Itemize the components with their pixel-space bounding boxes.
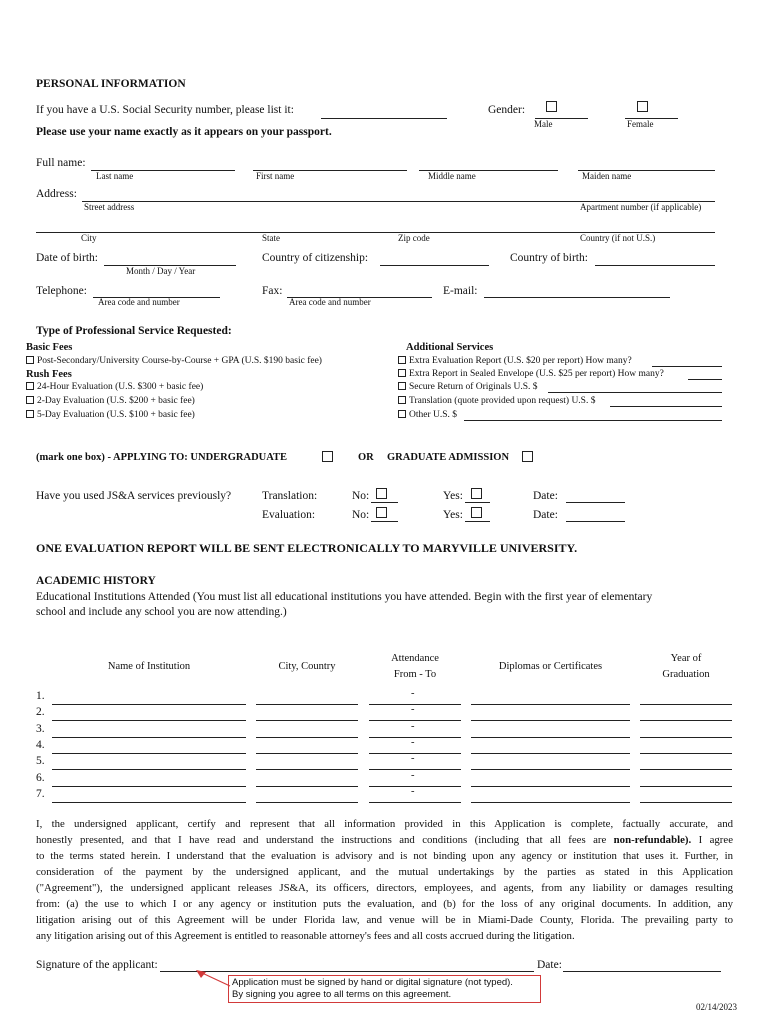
evaluation-label: Evaluation: <box>262 509 316 521</box>
institution-year-field[interactable] <box>640 786 732 787</box>
middle-name-caption: Middle name <box>428 171 476 181</box>
certify-line: consideration of the payment by the undersigned applicant, and the mutual undertakings by the parties as stated in this Application <box>36 866 733 878</box>
evaluation-no-checkbox[interactable] <box>376 507 387 518</box>
telephone-caption: Area code and number <box>98 297 180 307</box>
country-caption: Country (if not U.S.) <box>580 233 656 243</box>
institution-city-field[interactable] <box>256 769 358 770</box>
checkbox-icon <box>398 382 406 390</box>
institution-year-field[interactable] <box>640 720 732 721</box>
signature-note <box>228 975 541 1003</box>
translation-no-line <box>371 502 398 503</box>
certify-line: to the terms stated herein. I understand that the evaluation is advisory and is not binding upon any agency or institution that uses it. Further, in <box>36 850 733 862</box>
passport-note: Please use your name exactly as it appears on your passport. <box>36 126 332 138</box>
certify-line: ("Agreement"), the undersigned applicant releases JS&A, its officers, directors, employees, and agents, from any liability or damages resulting <box>36 882 733 894</box>
institution-year-field[interactable] <box>640 753 732 754</box>
translation-no-label: No: <box>352 490 370 502</box>
checkbox-icon <box>398 396 406 404</box>
col-attendance-header-2: From - To <box>393 669 437 680</box>
signature-note-line-1: Application must be signed by hand or digital signature (not typed). <box>232 977 513 988</box>
additional-secure-return[interactable]: Secure Return of Originals U.S. $ <box>398 382 538 392</box>
street-caption: Street address <box>84 202 135 212</box>
institution-name-field[interactable] <box>52 786 246 787</box>
applying-or: OR <box>358 452 374 463</box>
institution-year-field[interactable] <box>640 704 732 705</box>
evaluation-no-label: No: <box>352 509 370 521</box>
translation-yes-line <box>465 502 490 503</box>
certify-line: any litigation arising out of this Agreement is entitled to reasonable attorney's fees and all costs accrued during the litigation. <box>36 930 575 942</box>
non-refundable-text: non-refundable). <box>613 834 692 846</box>
certify-line: I, the undersigned applicant, certify and represent that all information provided in this Application is complete, factually accurate, and <box>36 818 733 830</box>
institution-diploma-field[interactable] <box>471 753 630 754</box>
institution-diploma-field[interactable] <box>471 720 630 721</box>
evaluation-date-label: Date: <box>533 509 558 521</box>
citizenship-field[interactable] <box>380 265 489 266</box>
institution-name-field[interactable] <box>52 802 246 803</box>
evaluation-yes-label: Yes: <box>443 509 463 521</box>
institution-city-field[interactable] <box>256 720 358 721</box>
row-number: 6. <box>36 771 45 784</box>
checkbox-icon <box>26 410 34 418</box>
checkbox-icon <box>398 356 406 364</box>
academic-heading: ACADEMIC HISTORY <box>36 575 156 587</box>
certify-line: from: (a) the use to which I or any agency or institution puts the evaluation, and (b) for the loss of any original documents. In addition, any <box>36 898 733 910</box>
rush-fees-heading: Rush Fees <box>26 369 72 380</box>
birth-country-field[interactable] <box>595 265 715 266</box>
institution-attendance-field[interactable] <box>369 720 461 721</box>
institution-attendance-field[interactable] <box>369 704 461 705</box>
translation-label: Translation: <box>262 490 318 502</box>
email-label: E-mail: <box>443 285 478 297</box>
signature-label: Signature of the applicant: <box>36 959 158 971</box>
col-attendance-header-1: Attendance <box>391 653 439 664</box>
male-checkbox[interactable] <box>546 101 557 112</box>
signature-date-field[interactable] <box>563 971 721 972</box>
institution-attendance-field[interactable] <box>369 786 461 787</box>
graduate-checkbox[interactable] <box>522 451 533 462</box>
attendance-dash: - <box>411 704 415 716</box>
pointer-arrow-icon <box>192 968 232 988</box>
dob-format: Month / Day / Year <box>126 266 196 276</box>
col-diploma-header: Diplomas or Certificates <box>498 661 603 672</box>
undergraduate-checkbox[interactable] <box>322 451 333 462</box>
footer-date: 02/14/2023 <box>696 1002 738 1012</box>
certify-text: honestly presented, and that I have read and understand the instructions and conditions (including that all fees are <box>36 834 614 846</box>
evaluation-yes-line <box>465 521 490 522</box>
institution-city-field[interactable] <box>256 737 358 738</box>
email-field[interactable] <box>484 297 670 298</box>
personal-heading: PERSONAL INFORMATION <box>36 78 186 90</box>
certify-text: I agree <box>691 834 733 846</box>
notice-text: ONE EVALUATION REPORT WILL BE SENT ELECTRONICALLY TO MARYVILLE UNIVERSITY. <box>36 541 578 555</box>
col-year-header-2: Graduation <box>662 669 710 680</box>
translation-yes-checkbox[interactable] <box>471 488 482 499</box>
institution-attendance-field[interactable] <box>369 769 461 770</box>
secure-return-field[interactable] <box>548 392 722 393</box>
institution-diploma-field[interactable] <box>471 704 630 705</box>
attendance-dash: - <box>411 785 415 797</box>
institution-diploma-field[interactable] <box>471 802 630 803</box>
institution-name-field[interactable] <box>52 737 246 738</box>
attendance-dash: - <box>411 769 415 781</box>
institution-diploma-field[interactable] <box>471 769 630 770</box>
additional-extra-report[interactable]: Extra Evaluation Report (U.S. $20 per report) How many? <box>398 356 632 366</box>
dob-label: Date of birth: <box>36 252 98 264</box>
citizenship-label: Country of citizenship: <box>262 252 369 264</box>
institution-name-field[interactable] <box>52 769 246 770</box>
row-number: 2. <box>36 706 45 719</box>
additional-translation[interactable]: Translation (quote provided upon request) U.S. $ <box>398 396 595 406</box>
ssn-field[interactable] <box>321 118 447 119</box>
services-heading: Type of Professional Service Requested: <box>36 325 232 337</box>
translation-date-field[interactable] <box>566 502 625 503</box>
row-number: 5. <box>36 755 45 768</box>
apartment-caption: Apartment number (if applicable) <box>580 202 702 212</box>
institution-name-field[interactable] <box>52 720 246 721</box>
institution-year-field[interactable] <box>640 737 732 738</box>
evaluation-date-field[interactable] <box>566 521 625 522</box>
other-field[interactable] <box>464 420 722 421</box>
telephone-label: Telephone: <box>36 285 87 297</box>
institution-diploma-field[interactable] <box>471 737 630 738</box>
checkbox-icon <box>398 369 406 377</box>
previous-question: Have you used JS&A services previously? <box>36 490 232 502</box>
certify-line <box>36 834 733 846</box>
col-name-header: Name of Institution <box>107 661 191 672</box>
institution-city-field[interactable] <box>256 802 358 803</box>
attendance-dash: - <box>411 720 415 732</box>
institution-attendance-field[interactable] <box>369 737 461 738</box>
row-number: 3. <box>36 722 45 735</box>
zip-caption: Zip code <box>398 233 430 243</box>
checkbox-icon <box>26 396 34 404</box>
address-label: Address: <box>36 188 77 200</box>
institution-city-field[interactable] <box>256 704 358 705</box>
academic-intro-1: Educational Institutions Attended (You must list all educational institutions you have attended. Begin with the first year of elementary <box>36 591 653 603</box>
institution-diploma-field[interactable] <box>471 786 630 787</box>
attendance-dash: - <box>411 753 415 765</box>
translation-yes-label: Yes: <box>443 490 463 502</box>
institution-name-field[interactable] <box>52 753 246 754</box>
fax-label: Fax: <box>262 285 283 297</box>
evaluation-yes-checkbox[interactable] <box>471 507 482 518</box>
sealed-qty-field[interactable] <box>688 379 722 380</box>
translation-field[interactable] <box>610 406 722 407</box>
translation-no-checkbox[interactable] <box>376 488 387 499</box>
rush-option-24h[interactable]: 24-Hour Evaluation (U.S. $300 + basic fee) <box>26 382 203 392</box>
gender-label: Gender: <box>488 104 526 116</box>
rush-option-5day[interactable]: 5-Day Evaluation (U.S. $100 + basic fee) <box>26 410 195 420</box>
female-checkbox[interactable] <box>637 101 648 112</box>
birth-country-label: Country of birth: <box>510 252 588 264</box>
basic-option[interactable]: Post-Secondary/University Course-by-Course + GPA (U.S. $190 basic fee) <box>26 356 322 366</box>
col-city-header: City, Country <box>278 661 336 672</box>
row-number: 1. <box>36 690 45 702</box>
maiden-name-caption: Maiden name <box>582 171 632 181</box>
attendance-dash: - <box>411 688 415 699</box>
institution-attendance-field[interactable] <box>369 753 461 754</box>
fullname-label: Full name: <box>36 157 86 169</box>
translation-date-label: Date: <box>533 490 558 502</box>
certify-line: litigation arising out of this Agreement will be under Florida law, and venue will be in Miami-Dade County, Florida. The prevailing party to <box>36 914 733 926</box>
institution-city-field[interactable] <box>256 753 358 754</box>
state-caption: State <box>262 233 280 243</box>
female-label: Female <box>627 119 654 129</box>
institution-name-field[interactable] <box>52 704 246 705</box>
institution-year-field[interactable] <box>640 802 732 803</box>
institution-year-field[interactable] <box>640 769 732 770</box>
evaluation-no-line <box>371 521 398 522</box>
fax-caption: Area code and number <box>289 297 371 307</box>
graduate-label: GRADUATE ADMISSION <box>387 452 510 463</box>
city-caption: City <box>81 233 97 243</box>
extra-report-qty-field[interactable] <box>652 366 722 367</box>
last-name-caption: Last name <box>96 171 134 181</box>
checkbox-icon <box>398 410 406 418</box>
additional-heading: Additional Services <box>406 342 494 353</box>
additional-sealed-envelope[interactable]: Extra Report in Sealed Envelope (U.S. $25 per report) How many? <box>398 369 664 379</box>
signature-note-line-2: By signing you agree to all terms on this agreement. <box>232 989 452 1000</box>
institution-attendance-field[interactable] <box>369 802 461 803</box>
col-year-header-1: Year of <box>670 653 702 664</box>
attendance-dash: - <box>411 736 415 748</box>
ssn-label: If you have a U.S. Social Security number, please list it: <box>36 104 294 116</box>
rush-option-2day[interactable]: 2-Day Evaluation (U.S. $200 + basic fee) <box>26 396 195 406</box>
institution-city-field[interactable] <box>256 786 358 787</box>
row-number: 4. <box>36 738 45 751</box>
academic-intro-2: school and include any school you are now attending.) <box>36 606 287 618</box>
male-label: Male <box>534 119 553 129</box>
basic-fees-heading: Basic Fees <box>26 342 73 353</box>
checkbox-icon <box>26 382 34 390</box>
first-name-caption: First name <box>256 171 295 181</box>
additional-other[interactable]: Other U.S. $ <box>398 410 457 420</box>
checkbox-icon <box>26 356 34 364</box>
row-number: 7. <box>36 787 45 800</box>
applying-label: (mark one box) - APPLYING TO: UNDERGRADUATE <box>36 452 288 463</box>
signature-date-label: Date: <box>537 959 562 971</box>
